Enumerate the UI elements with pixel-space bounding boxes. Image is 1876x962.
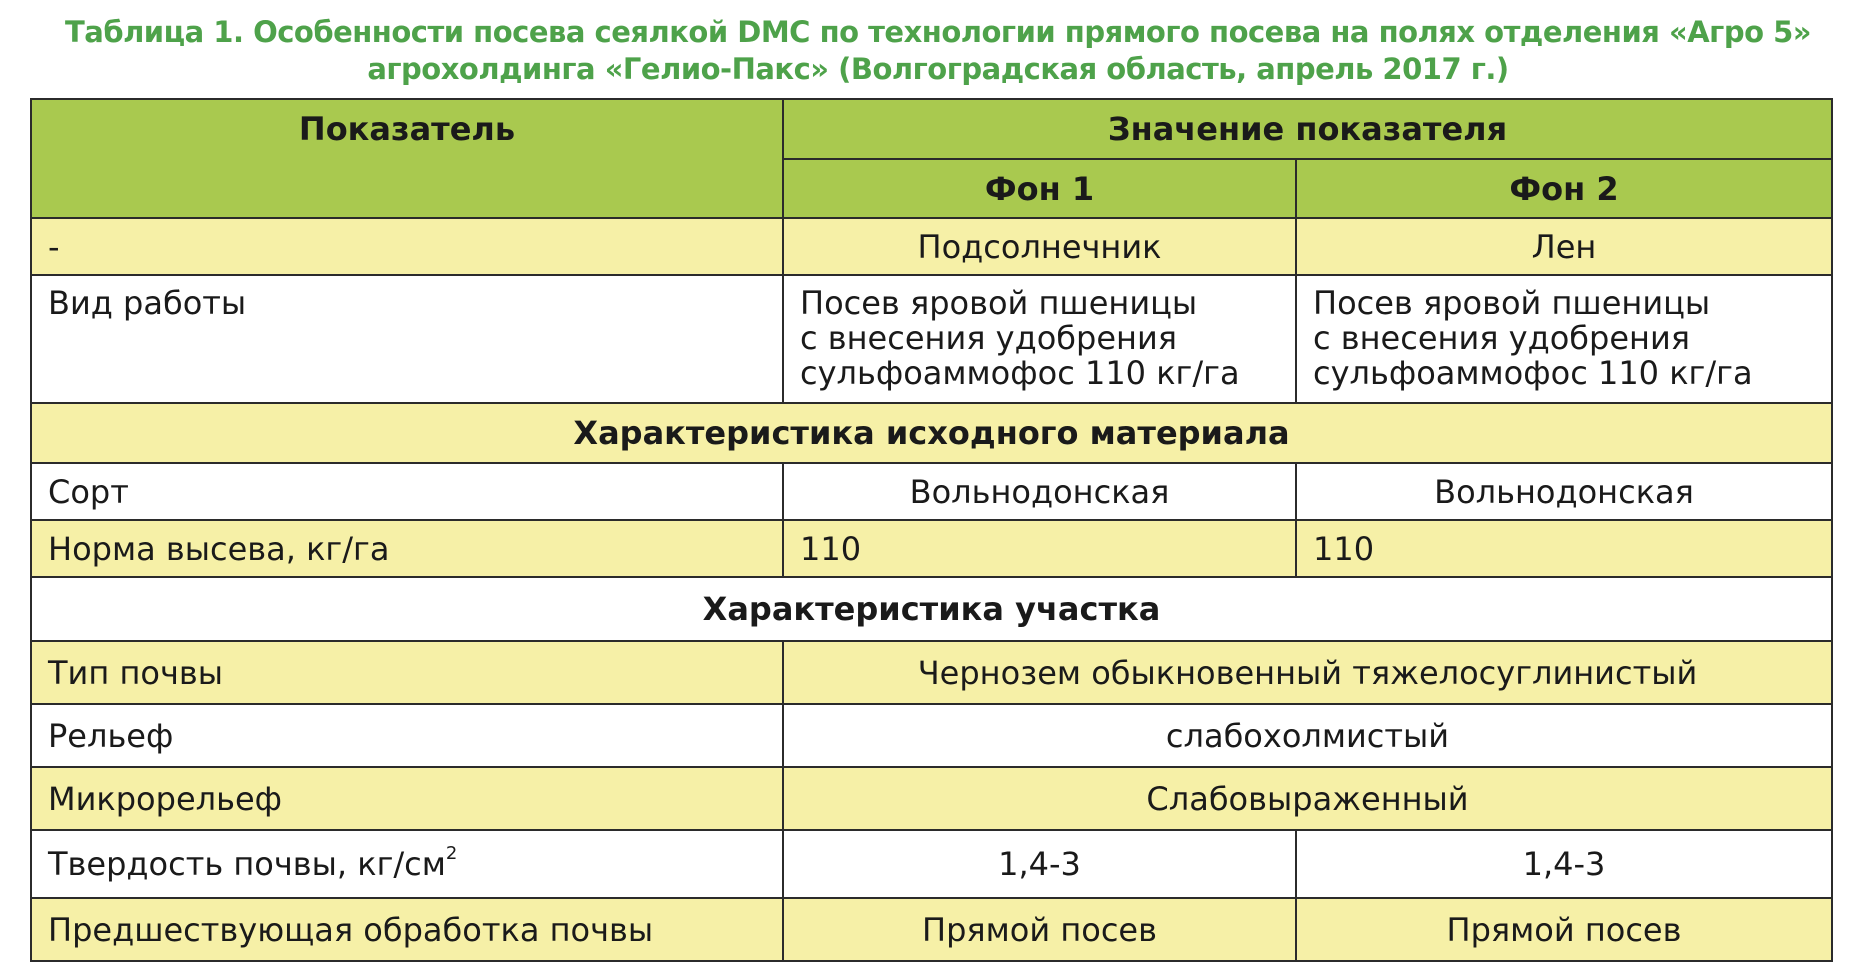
header-value: Значение показателя (783, 99, 1832, 159)
cell-line: Посев яровой пшеницы (800, 284, 1198, 322)
cell-fon-1: 110 (783, 520, 1296, 577)
section-row (31, 577, 1832, 641)
row-label: Тип почвы (31, 641, 783, 704)
table-caption (0, 14, 1876, 88)
cell-fon-1: Подсолнечник (783, 218, 1296, 275)
cell-fon-2: Прямой посев (1296, 898, 1832, 961)
cell-value: Слабовыраженный (783, 767, 1832, 830)
cell-value: слабохолмистый (783, 704, 1832, 767)
cell-fon-1 (783, 275, 1296, 403)
table-row (31, 520, 1832, 577)
table-row (31, 767, 1832, 830)
table-row (31, 704, 1832, 767)
cell-fon-1: 1,4-3 (783, 830, 1296, 898)
cell-fon-2: Вольнодонская (1296, 463, 1832, 520)
table-row (31, 218, 1832, 275)
cell-line: сульфоаммофос 110 кг/га (1313, 354, 1753, 392)
caption-line-2: агрохолдинга «Гелио-Пакс» (Волгоградская область, апрель 2017 г.) (367, 52, 1509, 86)
cell-fon-2: 1,4-3 (1296, 830, 1832, 898)
table-row (31, 275, 1832, 403)
row-label (31, 830, 783, 898)
cell-fon-2: Лен (1296, 218, 1832, 275)
data-table (30, 98, 1833, 962)
table-row (31, 641, 1832, 704)
row-label: Микрорельеф (31, 767, 783, 830)
row-label: Вид работы (31, 275, 783, 403)
cell-fon-1: Вольнодонская (783, 463, 1296, 520)
cell-line: Посев яровой пшеницы (1313, 284, 1711, 322)
cell-fon-2 (1296, 275, 1832, 403)
row-label: Сорт (31, 463, 783, 520)
row-label: Предшествующая обработка почвы (31, 898, 783, 961)
table-row (31, 830, 1832, 898)
cell-fon-2: 110 (1296, 520, 1832, 577)
row-label-text: Твердость почвы, кг/см (48, 845, 446, 883)
table-row (31, 898, 1832, 961)
header-fon-2: Фон 2 (1296, 159, 1832, 218)
row-label: Норма высева, кг/га (31, 520, 783, 577)
cell-value: Чернозем обыкновенный тяжелосуглинистый (783, 641, 1832, 704)
section-heading: Характеристика исходного материала (31, 403, 1832, 463)
header-fon-1: Фон 1 (783, 159, 1296, 218)
cell-line: с внесения удобрения (800, 319, 1177, 357)
row-label: Рельеф (31, 704, 783, 767)
row-label: - (31, 218, 783, 275)
section-row (31, 403, 1832, 463)
cell-fon-1: Прямой посев (783, 898, 1296, 961)
cell-line: с внесения удобрения (1313, 319, 1690, 357)
table-row (31, 463, 1832, 520)
header-row-1 (31, 99, 1832, 159)
header-indicator: Показатель (31, 99, 783, 218)
caption-line-1: Таблица 1. Особенности посева сеялкой DMC по технологии прямого посева на полях отделения «Агро 5» (64, 15, 1812, 49)
cell-line: сульфоаммофос 110 кг/га (800, 354, 1240, 392)
row-label-superscript: 2 (445, 843, 458, 864)
section-heading: Характеристика участка (31, 577, 1832, 641)
